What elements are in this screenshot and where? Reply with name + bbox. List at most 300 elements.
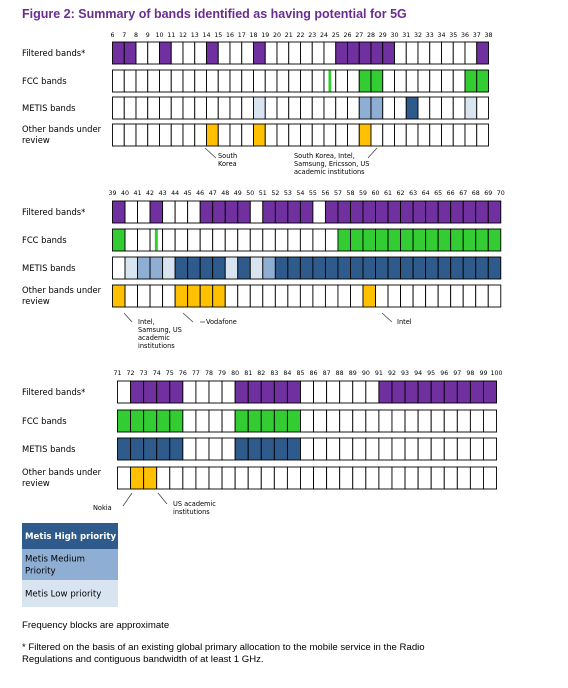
ghz-tick-label: 95 [427,370,436,377]
filtered-bands-cell [218,42,230,64]
filtered-bands-cell [200,201,213,223]
fcc-bands-cell [113,70,125,92]
fcc-bands-cell [288,229,301,251]
fcc-bands-sliver [328,71,331,92]
filtered-bands-cell [324,42,336,64]
metis-bands-cell [157,438,170,460]
metis-bands-cell [188,257,201,279]
ghz-tick-label: 87 [322,370,331,377]
ghz-tick-label: 45 [183,190,192,197]
fcc-bands-cell [488,229,501,251]
filtered-bands-cell [213,201,226,223]
other-bands-cell [265,124,277,146]
filtered-bands-cell [336,42,348,64]
ghz-tick-label: 97 [453,370,462,377]
ghz-tick-label: 23 [308,32,317,39]
figure-title: Figure 2: Summary of bands identified as having potential for 5G [22,7,407,21]
other-bands-cell [136,124,148,146]
ghz-tick-label: 89 [348,370,357,377]
other-bands-cell [254,124,266,146]
ghz-tick-label: 86 [309,370,318,377]
fcc-bands-cell [359,70,371,92]
metis-bands-cell [438,257,451,279]
filtered-bands-cell [125,201,138,223]
metis-bands-cell [218,97,230,119]
metis-bands-cell [301,97,313,119]
metis-bands-cell [207,97,219,119]
ghz-tick-label: 32 [413,32,423,39]
filtered-bands-cell [124,42,136,64]
metis-bands-cell [431,438,444,460]
ghz-tick-label: 98 [466,370,475,377]
annotation-arrow [382,313,392,322]
annotation-text: South [218,152,238,160]
metis-bands-cell [238,257,251,279]
ghz-tick-label: 40 [121,190,130,197]
filtered-bands-cell [254,42,266,64]
filtered-bands-cell [148,42,160,64]
filtered-bands-cell [300,381,313,403]
ghz-tick-label: 73 [139,370,148,377]
metis-bands-cell [300,257,313,279]
fcc-bands-cell [275,229,288,251]
fcc-bands-cell [218,70,230,92]
ghz-tick-label: 17 [237,32,246,39]
metis-bands-cell [477,97,489,119]
fcc-bands-cell [157,410,170,432]
fcc-bands-cell [144,410,157,432]
filtered-bands-cell [359,42,371,64]
filtered-bands-label: Filtered bands* [22,48,86,58]
other-bands-cell [405,467,418,489]
other-bands-cell [238,285,251,307]
ghz-tick-label: 28 [366,32,376,39]
other-bands-cell [183,467,196,489]
fcc-bands-cell [230,70,242,92]
other-bands-cell [289,124,301,146]
ghz-tick-label: 67 [459,190,468,197]
filtered-bands-cell [222,381,235,403]
filtered-bands-cell [338,201,351,223]
band-panel-1 [22,32,493,176]
fcc-bands-cell [348,70,360,92]
fcc-bands-cell [405,410,418,432]
filtered-bands-cell [442,42,454,64]
legend-label: Priority [25,566,56,577]
ghz-tick-label: 53 [283,190,292,197]
other-bands-cell [163,285,176,307]
metis-bands-cell [348,97,360,119]
filtered-bands-cell [470,381,483,403]
filtered-bands-cell [235,381,248,403]
other-bands-cell [324,124,336,146]
metis-bands-cell [195,97,207,119]
fcc-bands-cell [431,410,444,432]
metis-bands-cell [383,97,395,119]
legend-label: Metis Low priority [25,589,102,600]
filtered-bands-cell [451,201,464,223]
fcc-bands-cell [261,410,274,432]
fcc-bands-cell [451,229,464,251]
filtered-bands-cell [348,42,360,64]
fcc-bands-cell [183,70,195,92]
ghz-tick-label: 16 [225,32,235,39]
fcc-bands-cell [188,229,201,251]
ghz-tick-label: 35 [449,32,458,39]
metis-bands-cell [314,438,327,460]
fcc-bands-cell [376,229,389,251]
fcc-bands-cell [413,229,426,251]
ghz-tick-label: 12 [178,32,188,39]
metis-bands-cell [289,97,301,119]
ghz-tick-label: 80 [231,370,240,377]
metis-bands-cell [395,97,407,119]
fcc-bands-cell [242,70,254,92]
other-bands-cell [392,467,405,489]
metis-bands-cell [338,257,351,279]
fcc-bands-cell [314,410,327,432]
metis-bands-cell [235,438,248,460]
filtered-bands-label: Filtered bands* [22,207,86,217]
metis-bands-cell [200,257,213,279]
legend-item [22,580,118,607]
filtered-bands-cell [457,381,470,403]
ghz-tick-label: 78 [204,370,213,377]
filtered-bands-cell [430,42,442,64]
annotation-arrow [124,313,132,322]
other-bands-cell [438,285,451,307]
metis-bands-cell [366,438,379,460]
filtered-bands-cell [483,381,496,403]
ghz-tick-label: 49 [233,190,242,197]
metis-bands-cell [209,438,222,460]
other-bands-cell [113,124,125,146]
filtered-bands-cell [312,42,324,64]
other-bands-cell [470,467,483,489]
filtered-bands-cell [395,42,407,64]
filtered-bands-cell [250,201,263,223]
filtered-bands-cell [426,201,439,223]
other-bands-cell [175,285,188,307]
ghz-tick-label: 15 [214,32,223,39]
metis-bands-cell [113,97,125,119]
ghz-tick-label: 29 [378,32,387,39]
fcc-bands-cell [250,229,263,251]
fcc-bands-cell [327,410,340,432]
fcc-bands-cell [124,70,136,92]
other-bands-cell [225,285,238,307]
metis-bands-cell [476,257,489,279]
metis-bands-cell [340,438,353,460]
metis-bands-cell [353,438,366,460]
metis-bands-cell [470,438,483,460]
other-bands-cell [230,124,242,146]
ghz-tick-label: 48 [221,190,230,197]
other-bands-cell [457,467,470,489]
other-bands-cell [430,124,442,146]
filtered-bands-cell [196,381,209,403]
fcc-bands-cell [263,229,276,251]
annotation-arrow [205,148,216,158]
ghz-tick-label: 59 [358,190,368,197]
filtered-bands-cell [265,42,277,64]
filtered-bands-cell [444,381,457,403]
other-bands-cell [113,285,126,307]
fcc-bands-cell [300,229,313,251]
fcc-bands-cell [209,410,222,432]
other-bands-cell [275,285,288,307]
other-bands-label: Other bands under [22,467,102,477]
other-bands-cell [442,124,454,146]
fcc-bands-cell [301,70,313,92]
filtered-bands-cell [163,201,176,223]
fcc-bands-cell [426,229,439,251]
footnote-filtered-line-1: * Filtered on the basis of an existing global primary allocation to the mobile service in the Radio [22,642,425,653]
filtered-bands-cell [248,381,261,403]
filtered-bands-cell [188,201,201,223]
annotation-text: academic [138,334,170,342]
filtered-bands-cell [383,42,395,64]
fcc-bands-cell [113,229,126,251]
fcc-bands-cell [336,70,348,92]
filtered-bands-cell [477,42,489,64]
filtered-bands-cell [225,201,238,223]
other-bands-cell [395,124,407,146]
fcc-bands-cell [183,410,196,432]
metis-bands-cell [379,438,392,460]
filtered-bands-cell [340,381,353,403]
ghz-tick-label: 76 [178,370,187,377]
legend-label: Metis High priority [25,532,117,542]
other-bands-cell [148,124,160,146]
ghz-tick-label: 6 [110,32,115,39]
ghz-tick-label: 90 [361,370,370,377]
fcc-bands-cell [136,70,148,92]
ghz-tick-label: 24 [319,32,329,39]
metis-bands-cell [275,257,288,279]
other-bands-cell [250,285,263,307]
other-bands-cell [118,467,131,489]
fcc-bands-cell [438,229,451,251]
filtered-bands-cell [170,381,183,403]
ghz-tick-label: 62 [396,190,405,197]
annotation-text: South Korea, Intel, [294,152,355,160]
fcc-bands-cell [430,70,442,92]
fcc-bands-cell [388,229,401,251]
fcc-bands-cell [392,410,405,432]
annotation-text: institutions [173,508,210,516]
filtered-bands-cell [160,42,172,64]
metis-bands-cell [426,257,439,279]
fcc-bands-cell [371,70,383,92]
other-bands-cell [144,467,157,489]
other-bands-cell [383,124,395,146]
filtered-bands-cell [431,381,444,403]
other-bands-cell [366,467,379,489]
fcc-bands-cell [453,70,465,92]
fcc-bands-label: FCC bands [22,235,67,245]
metis-bands-cell [371,97,383,119]
filtered-bands-cell [183,42,195,64]
metis-bands-cell [457,438,470,460]
other-bands-cell [348,124,360,146]
metis-bands-cell [418,438,431,460]
metis-bands-cell [406,97,418,119]
ghz-tick-label: 65 [434,190,443,197]
metis-bands-cell [418,97,430,119]
fcc-bands-cell [401,229,414,251]
filtered-bands-cell [277,42,289,64]
other-bands-cell [431,467,444,489]
ghz-tick-label: 30 [390,32,399,39]
ghz-tick-label: 21 [284,32,293,39]
ghz-tick-label: 13 [190,32,199,39]
filtered-bands-cell [325,201,338,223]
metis-bands-cell [171,97,183,119]
fcc-bands-cell [163,229,176,251]
fcc-bands-cell [444,410,457,432]
metis-bands-cell [430,97,442,119]
metis-bands-cell [324,97,336,119]
ghz-tick-label: 14 [202,32,211,39]
other-bands-cell [150,285,163,307]
fcc-bands-cell [406,70,418,92]
metis-bands-cell [350,257,363,279]
fcc-bands-cell [235,410,248,432]
ghz-tick-label: 33 [425,32,434,39]
ghz-tick-label: 81 [244,370,253,377]
filtered-bands-cell [171,42,183,64]
fcc-bands-cell [418,70,430,92]
annotation-arrow [123,493,132,506]
filtered-bands-cell [488,201,501,223]
metis-bands-cell [288,257,301,279]
other-bands-cell [277,124,289,146]
ghz-tick-label: 36 [460,32,470,39]
filtered-bands-cell [230,42,242,64]
other-bands-cell [124,124,136,146]
fcc-bands-cell [225,229,238,251]
fcc-bands-cell [325,229,338,251]
filtered-bands-cell [388,201,401,223]
filtered-bands-cell [363,201,376,223]
fcc-bands-cell [248,410,261,432]
annotation-text: academic institutions [294,168,365,176]
metis-bands-cell [148,97,160,119]
other-bands-cell [188,285,201,307]
other-bands-cell [314,467,327,489]
ghz-tick-label: 20 [272,32,282,39]
metis-bands-label: METIS bands [22,263,76,273]
other-bands-cell [242,124,254,146]
legend-item [22,549,118,580]
other-bands-cell [301,124,313,146]
metis-bands-cell [163,257,176,279]
ghz-tick-label: 42 [146,190,155,197]
metis-bands-cell [138,257,151,279]
metis-bands-cell [170,438,183,460]
ghz-tick-label: 26 [343,32,352,39]
ghz-tick-label: 54 [296,190,305,197]
other-bands-cell [338,285,351,307]
fcc-bands-cell [118,410,131,432]
ghz-tick-label: 11 [167,32,176,39]
other-bands-cell [213,285,226,307]
filtered-bands-cell [131,381,144,403]
metis-bands-cell [325,257,338,279]
filtered-bands-cell [274,381,287,403]
metis-bands-cell [483,438,496,460]
filtered-bands-cell [195,42,207,64]
metis-bands-cell [250,257,263,279]
fcc-bands-cell [477,70,489,92]
other-bands-cell [477,124,489,146]
metis-bands-cell [336,97,348,119]
fcc-bands-cell [379,410,392,432]
fcc-bands-cell [465,70,477,92]
fcc-bands-cell [207,70,219,92]
other-bands-label: review [22,478,50,488]
metis-bands-cell [183,97,195,119]
annotation-text: Samsung, Ericsson, US [294,160,370,168]
fcc-bands-cell [483,410,496,432]
metis-bands-cell [150,257,163,279]
annotation-arrow [158,493,167,504]
other-bands-cell [465,124,477,146]
fcc-bands-cell [171,70,183,92]
metis-bands-cell [463,257,476,279]
filtered-bands-cell [463,201,476,223]
metis-bands-cell [136,97,148,119]
footnote-filtered-line-2: Regulations and contiguous bandwidth of at least 1 GHz. [22,654,264,665]
ghz-tick-label: 88 [335,370,344,377]
footnote-approximate: Frequency blocks are approximate [22,620,170,631]
ghz-tick-label: 99 [479,370,488,377]
metis-bands-cell [261,438,274,460]
other-bands-label: Other bands under [22,285,102,295]
metis-bands-cell [451,257,464,279]
ghz-tick-label: 58 [346,190,355,197]
ghz-tick-label: 38 [484,32,493,39]
ghz-tick-label: 44 [171,190,180,197]
annotation-text: institutions [138,342,175,350]
other-bands-cell [406,124,418,146]
ghz-tick-label: 31 [402,32,411,39]
metis-bands-cell [131,438,144,460]
ghz-tick-label: 74 [152,370,161,377]
filtered-bands-cell [207,42,219,64]
filtered-bands-cell [175,201,188,223]
filtered-bands-cell [392,381,405,403]
other-bands-cell [261,467,274,489]
annotation-arrow [368,148,377,158]
other-bands-cell [359,124,371,146]
ghz-tick-label: 51 [258,190,267,197]
fcc-bands-cell [457,410,470,432]
ghz-tick-label: 63 [409,190,418,197]
other-bands-cell [476,285,489,307]
ghz-tick-label: 61 [384,190,393,197]
other-bands-cell [183,124,195,146]
ghz-tick-label: 43 [158,190,167,197]
filtered-bands-cell [406,42,418,64]
ghz-tick-label: 22 [296,32,305,39]
ghz-tick-label: 79 [218,370,227,377]
ghz-tick-label: 93 [401,370,410,377]
filtered-bands-cell [371,42,383,64]
other-bands-cell [131,467,144,489]
filtered-bands-cell [314,381,327,403]
